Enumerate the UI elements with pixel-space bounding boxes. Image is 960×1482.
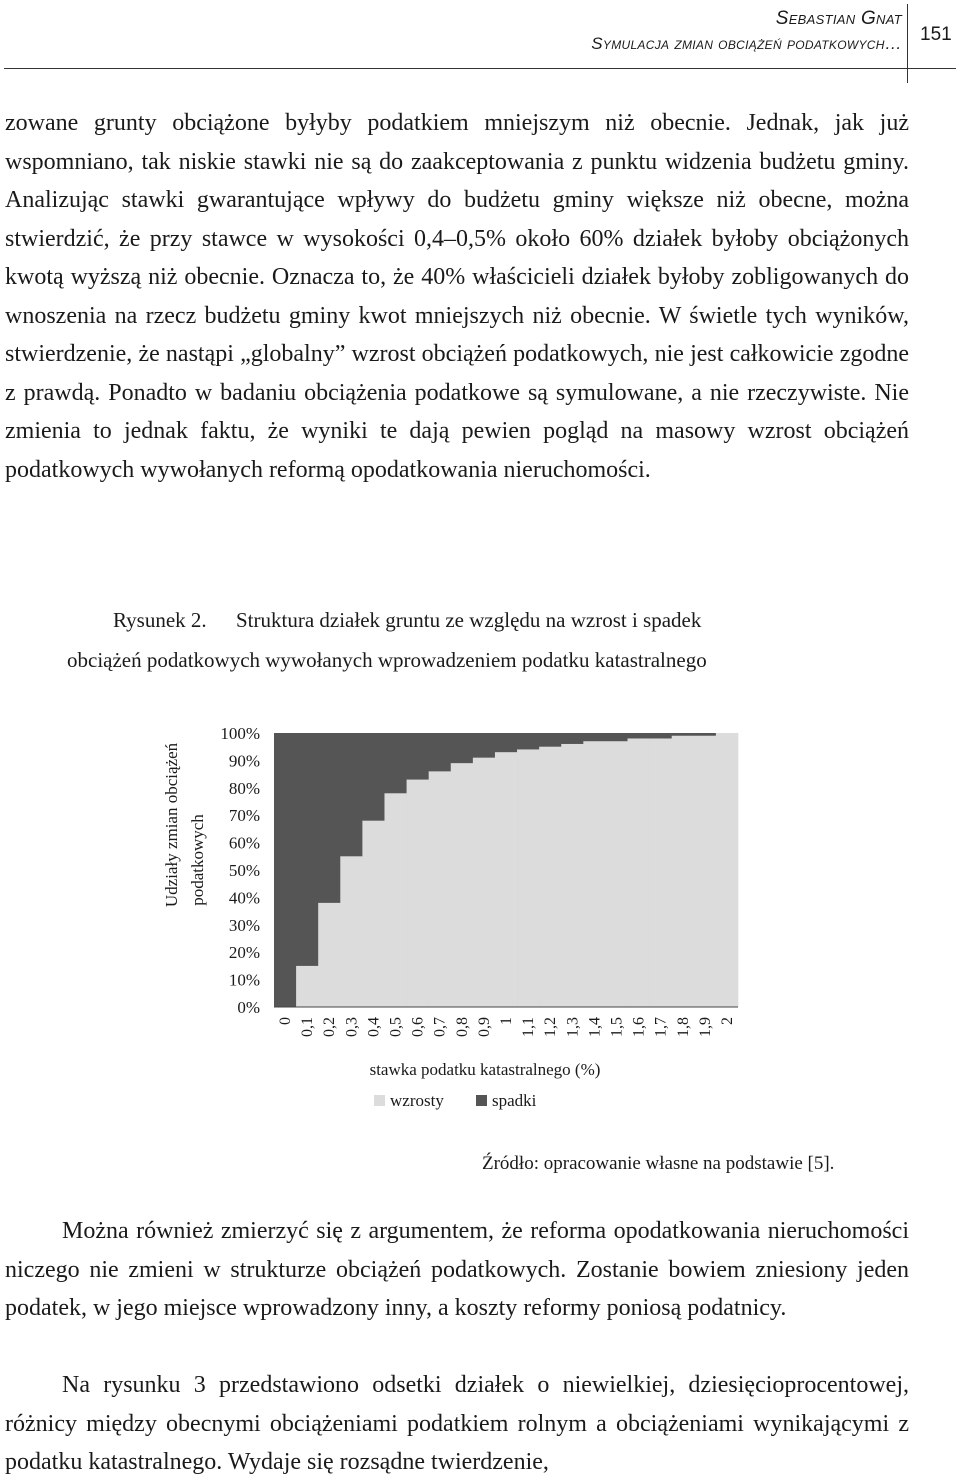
y-tick-label: 20% [228, 943, 260, 963]
stacked-area-chart [150, 715, 790, 1135]
x-tick-label: 1,6 [630, 1017, 648, 1037]
x-tick-label: 0,1 [299, 1017, 317, 1037]
x-tick-label: 1,3 [564, 1017, 582, 1037]
wzrosty-step [583, 741, 605, 1007]
figure-label: Rysunek 2. [113, 608, 207, 632]
x-axis-label: stawka podatku katastralnego (%) [369, 1060, 601, 1079]
y-tick-label: 10% [228, 970, 260, 990]
wzrosty-step [605, 741, 627, 1007]
paragraph-2: Można również zmierzyć się z argumentem, że reforma opodatkowania nieruchomości niczego nie zmieni w strukturze obciążeń podatkowych. Zostanie bowiem zniesiony jeden podatek, w jego miejsce wprowadzony inny, a koszty reformy poniosą podatnicy. [5, 1218, 909, 1321]
y-tick-label: 50% [228, 861, 260, 880]
x-tick-label: 1,1 [520, 1017, 538, 1037]
wzrosty-step [672, 736, 694, 1007]
x-tick-label: 0,7 [431, 1017, 449, 1037]
header-article-title: Symulacja zmian obciążeń podatkowych… [591, 34, 902, 53]
paragraph-1: zowane grunty obciążone byłyby podatkiem mniejszym niż obecnie. Jednak, jak już wspomniano, tak niskie stawki nie są do zaakceptowania z punktu widzenia budżetu gminy. Analizując stawki gwarantujące wpływy do budżetu gminy większe niż obecne, można stwierdzić, że przy stawce w wysokości 0,4–0,5% około 60% działek byłoby obciążonych kwotą wyższą niż obecnie. Oznacza to, że 40% właścicieli działek byłoby zobligowanych do wnoszenia na rzecz budżetu gminy kwot mniejszych niż obecnie. W świetle tych wyników, stwierdzenie, że nastąpi „globalny” wzrost obciążeń podatkowych, nie jest całkowicie zgodne z prawdą. Ponadto w badaniu obciążenia podatkowe są symulowane, a nie rzeczywiste. Nie zmienia to jednak faktu, że wyniki te dają pewien pogląd na masowy wzrost obciążeń podatkowych wywołanych reformą opodatkowania nieruchomości. [5, 110, 909, 483]
y-tick-label: 100% [220, 724, 260, 743]
x-tick-label: 1,5 [608, 1017, 626, 1037]
x-tick-label: 1,9 [696, 1017, 714, 1037]
y-tick-label: 90% [228, 751, 260, 771]
x-tick-label: 0,3 [343, 1017, 361, 1037]
wzrosty-step [340, 856, 362, 1007]
wzrosty-step [384, 793, 406, 1007]
x-tick-label: 0,8 [453, 1017, 471, 1037]
x-tick-label: 2 [718, 1017, 736, 1025]
header-divider [907, 4, 908, 83]
y-tick-label: 30% [228, 915, 260, 935]
wzrosty-step [716, 733, 738, 1007]
x-tick-label: 0,6 [409, 1017, 427, 1037]
legend-label: spadki [492, 1091, 537, 1110]
legend [374, 1091, 537, 1110]
y-axis [220, 724, 260, 1017]
figure-caption-line-2: obciążeń podatkowych wywołanych wprowadzeniem podatku katastralnego [67, 648, 707, 672]
x-tick-label: 0,9 [475, 1017, 493, 1037]
x-tick-label: 0,2 [321, 1017, 339, 1037]
wzrosty-step [429, 771, 451, 1007]
wzrosty-step [473, 758, 495, 1007]
wzrosty-step [296, 966, 318, 1007]
wzrosty-step [362, 821, 384, 1007]
wzrosty-step [517, 749, 539, 1007]
wzrosty-step [318, 903, 340, 1007]
wzrosty-step [694, 736, 716, 1007]
header-author: Sebastian Gnat [775, 8, 902, 29]
plot-area [274, 733, 738, 1007]
wzrosty-step [495, 752, 517, 1007]
wzrosty-step [451, 763, 473, 1007]
y-tick-label: 80% [228, 778, 260, 798]
figure-source: Źródło: opracowanie własne na podstawie [5]. [482, 1153, 835, 1174]
y-tick-label: 0% [237, 998, 260, 1017]
wzrosty-step [561, 744, 583, 1007]
x-tick-label: 1,2 [542, 1017, 560, 1037]
legend-swatch [476, 1095, 487, 1106]
x-tick-label: 1,4 [586, 1017, 604, 1037]
page-number: 151 [920, 24, 952, 45]
wzrosty-step [628, 738, 650, 1007]
header-rule [4, 68, 956, 69]
y-axis-label-line-1: Udziały zmian obciążeń [162, 742, 181, 908]
wzrosty-step [650, 738, 672, 1007]
y-axis-label-line-2: podatkowych [188, 814, 207, 906]
page-header [0, 0, 960, 75]
y-tick-label: 60% [228, 833, 260, 853]
x-tick-label: 0,4 [365, 1017, 383, 1037]
x-tick-label: 0 [277, 1017, 295, 1025]
legend-swatch [374, 1095, 385, 1106]
y-tick-label: 70% [228, 806, 260, 826]
x-tick-label: 1,8 [674, 1017, 692, 1037]
paragraph-3: Na rysunku 3 przedstawiono odsetki działek o niewielkiej, dziesięcioprocentowej, różnicy między obecnymi obciążeniami podatkiem rolnym a obciążeniami wynikającymi z podatku katastralnego. Wydaje się rozsądne twierdzenie, [5, 1372, 909, 1475]
x-tick-label: 1 [498, 1017, 515, 1025]
legend-label: wzrosty [390, 1091, 444, 1110]
y-tick-label: 40% [228, 888, 260, 908]
x-tick-label: 1,7 [652, 1017, 670, 1037]
x-axis [274, 1007, 738, 1037]
x-tick-label: 0,5 [387, 1017, 405, 1037]
wzrosty-step [407, 780, 429, 1007]
wzrosty-step [539, 747, 561, 1007]
figure-caption-text-1: Struktura działek gruntu ze względu na wzrost i spadek [236, 608, 702, 632]
